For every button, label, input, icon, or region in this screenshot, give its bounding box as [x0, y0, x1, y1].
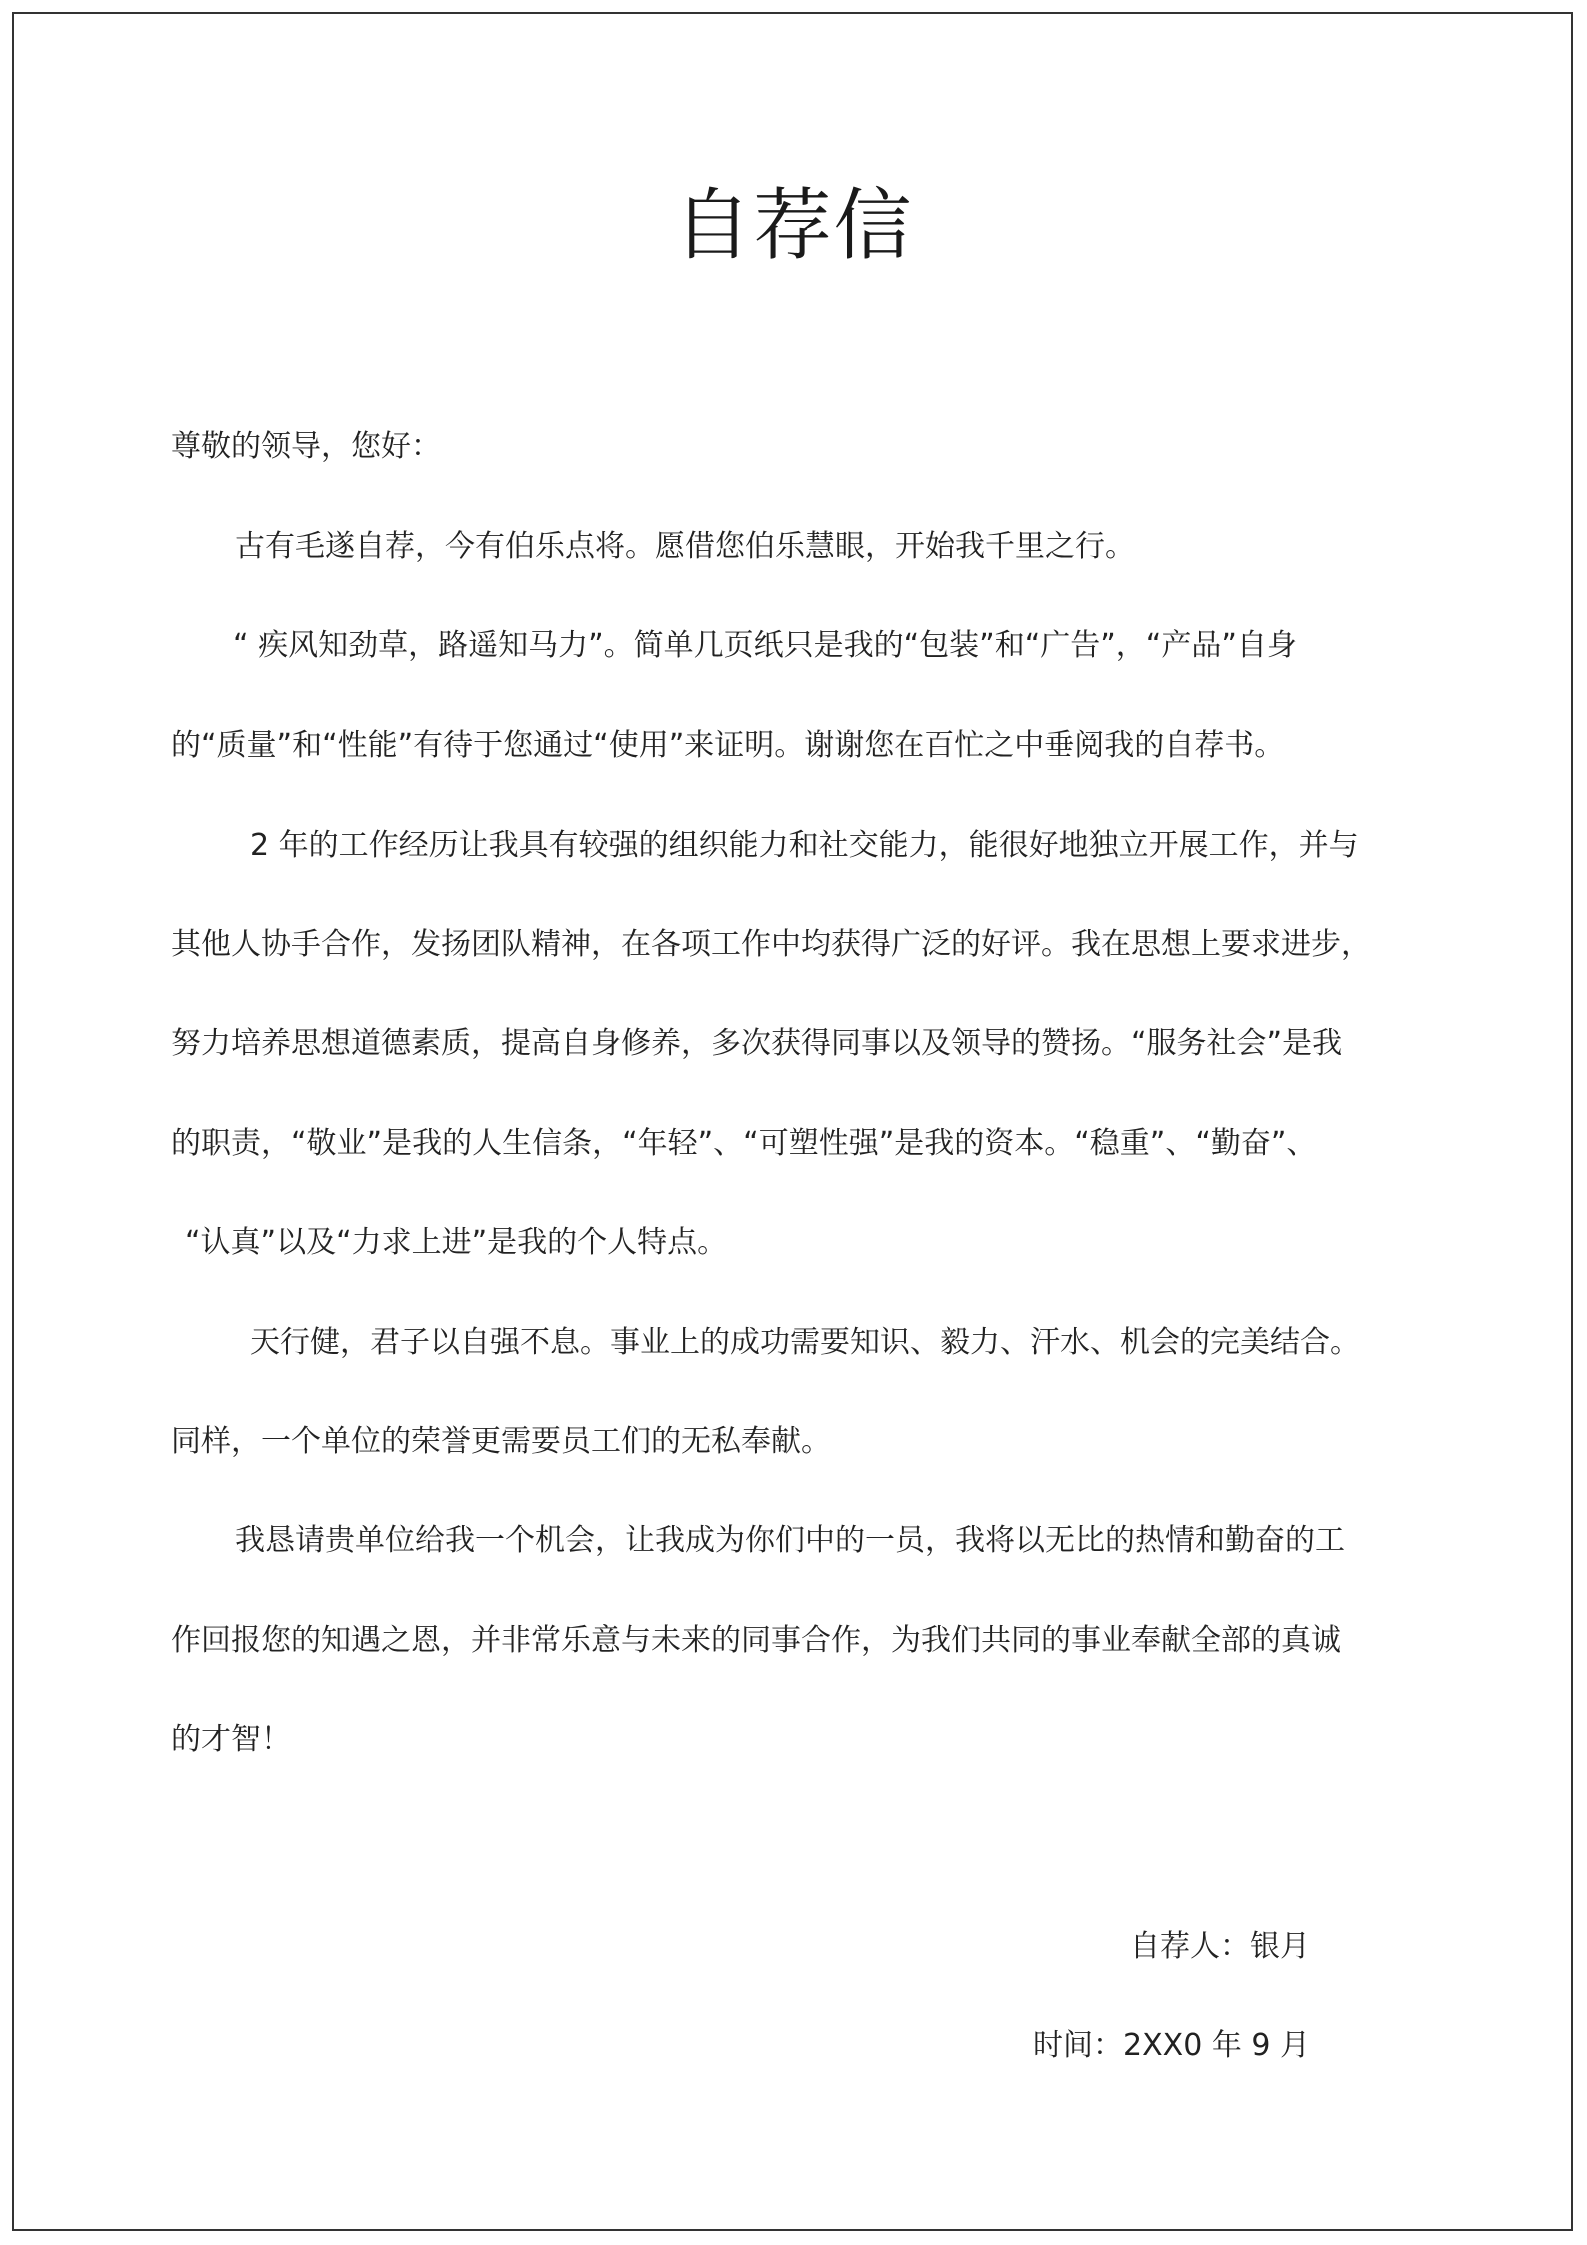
letter-date: 时间：2XX0 年 9 月 [1033, 2028, 1310, 2063]
paragraph-line: “认真”以及“力求上进”是我的个人特点。 [185, 1225, 728, 1260]
paragraph-line: 同样，一个单位的荣誉更需要员工们的无私奉献。 [171, 1424, 831, 1459]
paragraph-line: 作回报您的知遇之恩，并非常乐意与未来的同事合作，为我们共同的事业奉献全部的真诚 [171, 1623, 1341, 1658]
paragraph-line: 的职责，“敬业”是我的人生信条，“年轻”、“可塑性强”是我的资本。“稳重”、“勤奋”、 [171, 1126, 1317, 1161]
paragraph-line: “ 疾风知劲草，路遥知马力”。简单几页纸只是我的“包装”和“广告”，“产品”自身 [233, 628, 1297, 663]
paragraph-line: 天行健，君子以自强不息。事业上的成功需要知识、毅力、汗水、机会的完美结合。 [250, 1325, 1360, 1360]
paragraph-line: 的才智！ [171, 1722, 291, 1757]
paragraph-line: 我恳请贵单位给我一个机会，让我成为你们中的一员，我将以无比的热情和勤奋的工 [235, 1523, 1345, 1558]
signature: 自荐人：银月 [1130, 1929, 1310, 1964]
paragraph-line: 的“质量”和“性能”有待于您通过“使用”来证明。谢谢您在百忙之中垂阅我的自荐书。 [171, 728, 1285, 763]
page-border [12, 12, 1573, 2231]
paragraph-line: 2 年的工作经历让我具有较强的组织能力和社交能力，能很好地独立开展工作，并与 [250, 828, 1359, 863]
paragraph-line: 努力培养思想道德素质，提高自身修养，多次获得同事以及领导的赞扬。“服务社会”是我 [171, 1026, 1343, 1061]
letter-title: 自荐信 [673, 181, 914, 271]
paragraph-line: 古有毛遂自荐，今有伯乐点将。愿借您伯乐慧眼，开始我千里之行。 [235, 529, 1135, 564]
paragraph-line: 其他人协手合作，发扬团队精神，在各项工作中均获得广泛的好评。我在思想上要求进步， [171, 927, 1371, 962]
greeting: 尊敬的领导，您好： [171, 429, 441, 464]
